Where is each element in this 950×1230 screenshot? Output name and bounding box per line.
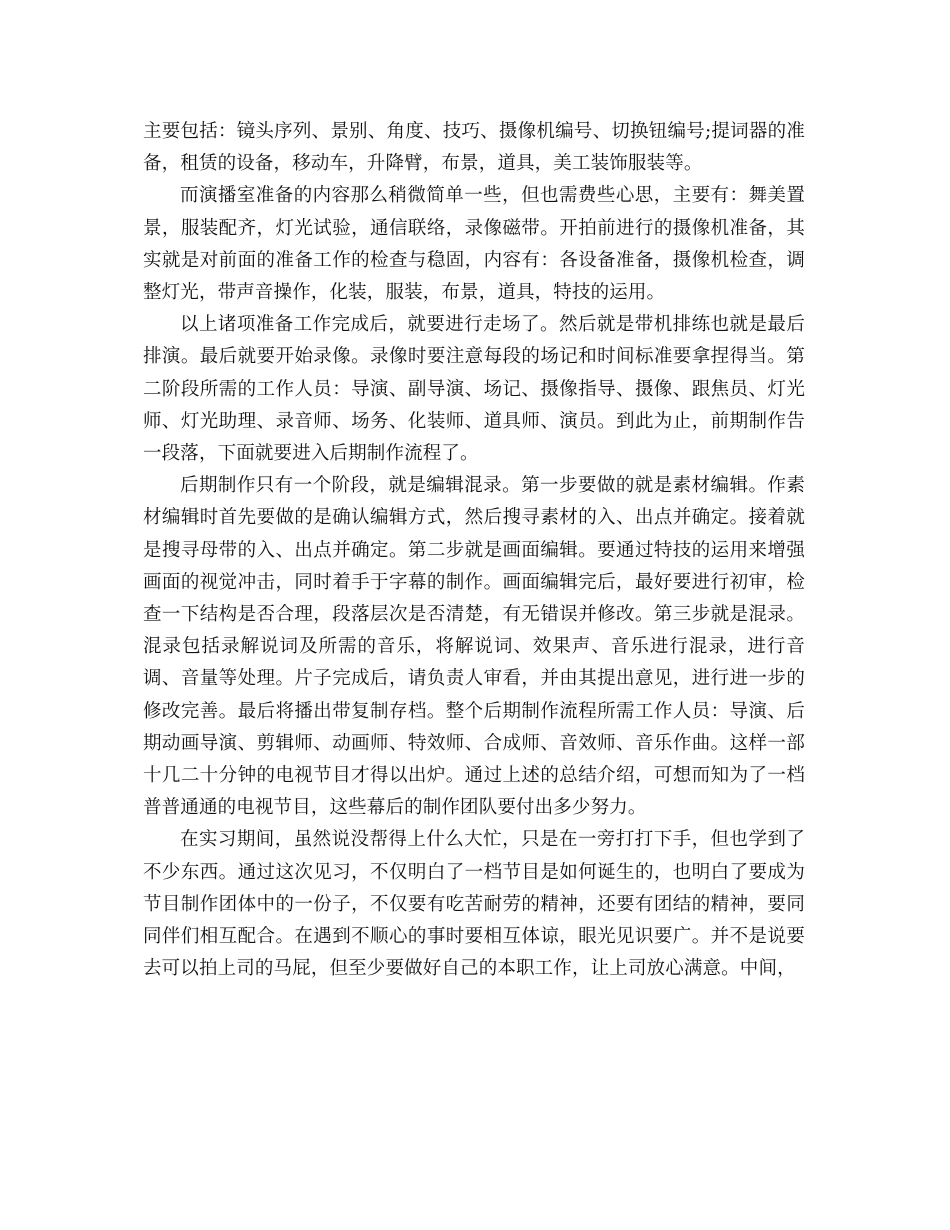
paragraph-2: 而演播室准备的内容那么稍微简单一些，但也需费些心思，主要有：舞美置景，服装配齐，灯光试验，通信联络，录像磁带。开拍前进行的摄像机准备，其实就是对前面的准备工作的检查与稳固，内容有：各设备准备，摄像机检查，调整灯光，带声音操作，化装，服装，布景，道具，特技的运用。 — [143, 185, 805, 304]
paragraph-1: 主要包括：镜头序列、景别、角度、技巧、摄像机编号、切换钮编号;提词器的准备，租赁的设备，移动车，升降臂，布景，道具，美工装饰服装等。 — [143, 121, 805, 175]
document-body — [143, 116, 805, 985]
paragraph-4: 后期制作只有一个阶段，就是编辑混录。第一步要做的就是素材编辑。作素材编辑时首先要做的是确认编辑方式，然后搜寻素材的入、出点并确定。接着就是搜寻母带的入、出点并确定。第二步就是画面编辑。要通过特技的运用来增强画面的视觉冲击，同时着手于字幕的制作。画面编辑完后，最好要进行初审，检查一下结构是否合理，段落层次是否清楚，有无错误并修改。第三步就是混录。混录包括录解说词及所需的音乐，将解说词、效果声、音乐进行混录，进行音调、音量等处理。片子完成后，请负责人审看，并由其提出意见，进行进一步的修改完善。最后将播出带复制存档。整个后期制作流程所需工作人员：导演、后期动画导演、剪辑师、动画师、特效师、合成师、音效师、音乐作曲。这样一部十几二十分钟的电视节目才得以出炉。通过上述的总结介绍，可想而知为了一档普普通通的电视节目，这些幕后的制作团队要付出多少努力。 — [143, 475, 805, 819]
paragraph-5: 在实习期间，虽然说没帮得上什么大忙，只是在一旁打打下手，但也学到了不少东西。通过这次见习，不仅明白了一档节目是如何诞生的，也明白了要成为节目制作团体中的一份子，不仅要有吃苦耐劳的精神，还要有团结的精神，要同同伴们相互配合。在遇到不顺心的事时要相互体谅，眼光见识要广。并不是说要去可以拍上司的马屁，但至少要做好自己的本职工作，让上司放心满意。中间， — [143, 829, 805, 980]
paragraph-3: 以上诸项准备工作完成后，就要进行走场了。然后就是带机排练也就是最后排演。最后就要开始录像。录像时要注意每段的场记和时间标准要拿捏得当。第二阶段所需的工作人员：导演、副导演、场记、摄像指导、摄像、跟焦员、灯光师、灯光助理、录音师、场务、化装师、道具师、演员。到此为止，前期制作告一段落，下面就要进入后期制作流程了。 — [143, 314, 805, 465]
